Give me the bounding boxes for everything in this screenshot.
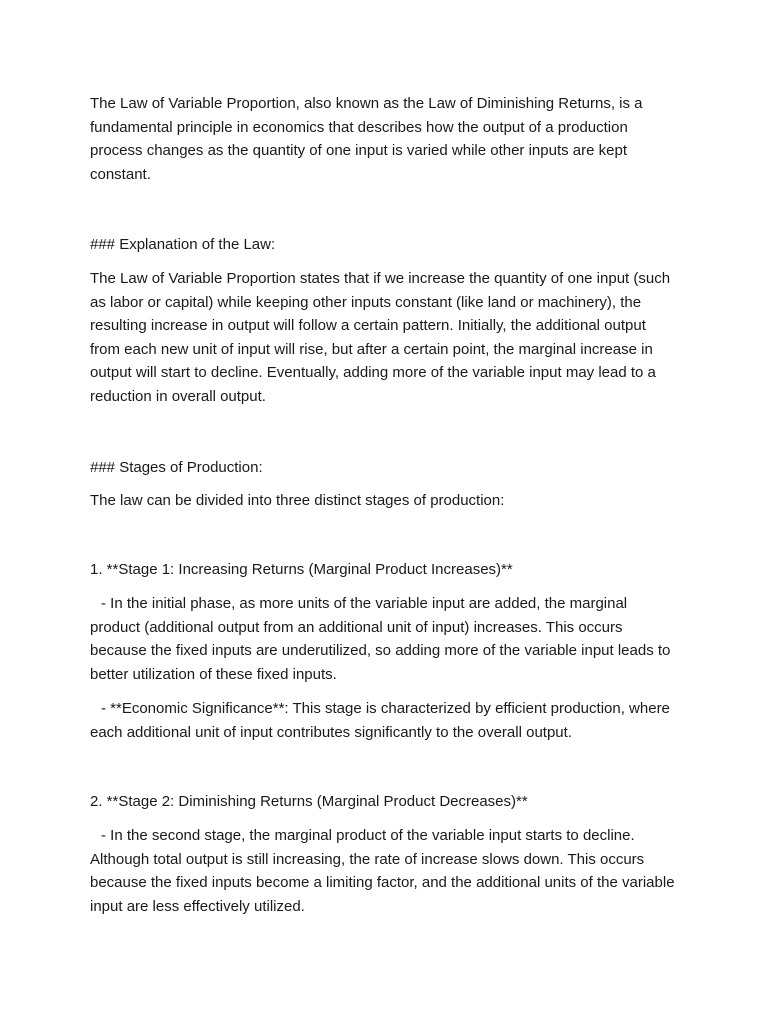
stage-1-significance: - **Economic Significance**: This stage is characterized by efficient production, where each additional unit of input contributes significantly to the overall output. bbox=[90, 700, 670, 741]
stages-intro-paragraph: The law can be divided into three distinct stages of production: bbox=[90, 492, 505, 509]
stage-2-heading: 2. **Stage 2: Diminishing Returns (Marginal Product Decreases)** bbox=[90, 793, 528, 810]
stage-1-description: - In the initial phase, as more units of the variable input are added, the marginal product (additional output from an additional unit of input) increases. This occurs because the fixed inputs are underutilized, so adding more of the variable input leads to better utilization of these fixed inputs. bbox=[90, 595, 671, 683]
explanation-heading: ### Explanation of the Law: bbox=[90, 236, 276, 253]
explanation-paragraph: The Law of Variable Proportion states that if we increase the quantity of one input (such as labor or capital) while keeping other inputs constant (like land or machinery), the resulting increase in output will follow a certain pattern. Initially, the additional output from each new unit of input will rise, but after a certain point, the marginal increase in output will start to decline. Eventually, adding more of the variable input may lead to a reduction in overall output. bbox=[90, 270, 671, 405]
stage-2-description: - In the second stage, the marginal product of the variable input starts to decline. Although total output is still increasing, the rate of increase slows down. This occurs because the fixed inputs become a limiting factor, and the additional units of the variable input are less effectively utilized. bbox=[90, 827, 675, 915]
stage-1-heading: 1. **Stage 1: Increasing Returns (Marginal Product Increases)** bbox=[90, 561, 513, 578]
intro-paragraph: The Law of Variable Proportion, also known as the Law of Diminishing Returns, is a fundamental principle in economics that describes how the output of a production process changes as the quantity of one input is varied while other inputs are kept constant. bbox=[90, 95, 643, 183]
stages-heading: ### Stages of Production: bbox=[90, 459, 263, 476]
